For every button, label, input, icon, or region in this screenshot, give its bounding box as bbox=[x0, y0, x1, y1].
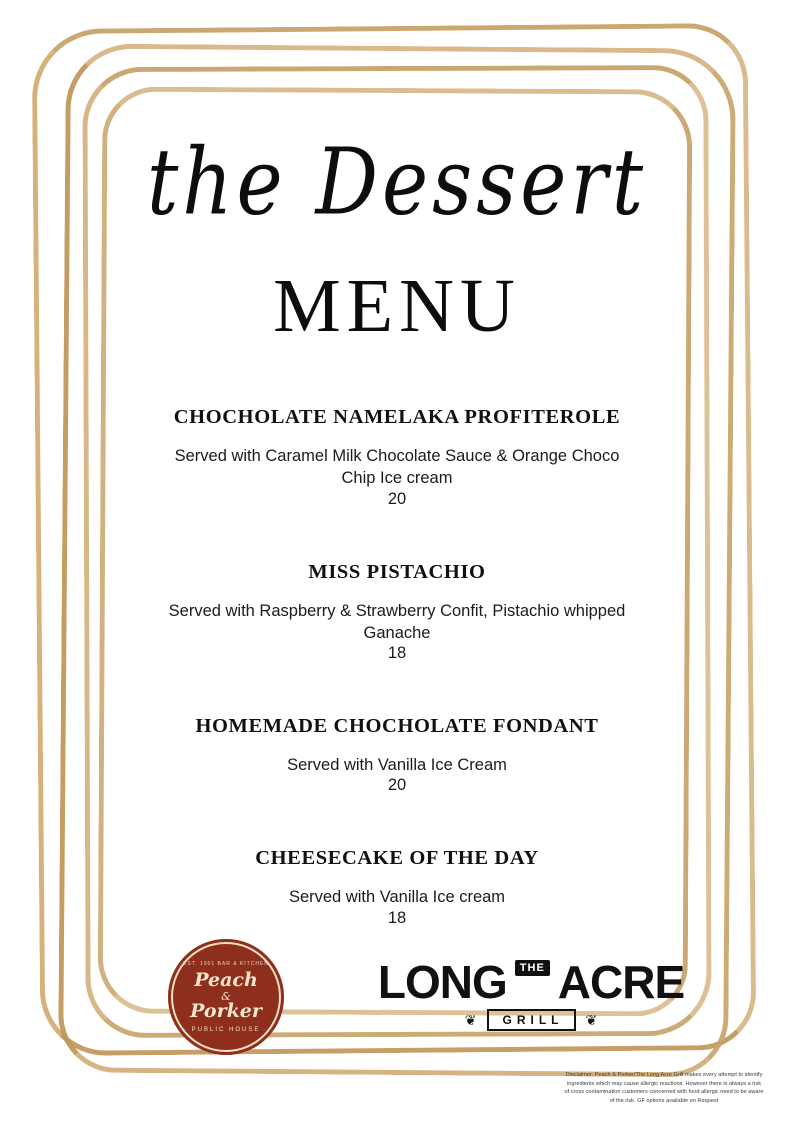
menu-item-description: Served with Vanilla Ice cream bbox=[288, 888, 506, 907]
menu-item-price: 20 bbox=[387, 489, 407, 508]
spacer bbox=[120, 693, 674, 715]
menu-item-price: 18 bbox=[387, 644, 407, 663]
long-acre-grill-row bbox=[392, 1009, 670, 1031]
long-acre-word-long: LONG bbox=[377, 956, 507, 1008]
spacer bbox=[120, 825, 674, 847]
page-title-script: the Dessert bbox=[146, 129, 648, 237]
peach-logo-top-text: EST. 1901 BAR & KITCHEN bbox=[183, 961, 269, 968]
menu-item bbox=[120, 406, 674, 509]
flourish-left-icon: ❦ bbox=[464, 1012, 477, 1028]
long-acre-word-acre: ACRE bbox=[557, 956, 685, 1008]
footer bbox=[120, 923, 704, 1083]
menu-item bbox=[120, 561, 674, 664]
menu-item-name: CHEESECAKE OF THE DAY bbox=[255, 847, 539, 870]
long-acre-wordmark bbox=[377, 956, 685, 1008]
menu-item-price: 20 bbox=[387, 776, 407, 795]
menu-item-description: Served with Vanilla Ice Cream bbox=[287, 756, 507, 775]
flourish-right-icon: ❦ bbox=[585, 1012, 598, 1028]
peach-logo-line1: Peach bbox=[194, 969, 258, 992]
long-acre-grill-logo bbox=[377, 956, 685, 1039]
menu-item bbox=[120, 715, 674, 795]
menu-item-name: CHOCHOLATE NAMELAKA PROFITEROLE bbox=[173, 406, 621, 428]
menu-item-name: HOMEMADE CHOCHOLATE FONDANT bbox=[195, 715, 599, 738]
peach-logo-bottom-text: · PUBLIC HOUSE · bbox=[183, 1026, 268, 1033]
menu-item-description: Served with Caramel Milk Chocolate Sauce & Orange Choco Chip Ice cream bbox=[174, 447, 620, 488]
long-acre-badge-the: THE bbox=[515, 960, 550, 976]
menu-item-list bbox=[120, 406, 674, 928]
peach-logo-ampersand: & bbox=[221, 989, 231, 1003]
page-title-menu: MENU bbox=[273, 264, 521, 348]
peach-logo-line2: Porker bbox=[190, 999, 262, 1022]
menu-item-name: MISS PISTACHIO bbox=[308, 560, 486, 583]
menu-item-price: 18 bbox=[387, 908, 407, 927]
peach-and-porker-logo bbox=[168, 939, 284, 1055]
menu-item bbox=[120, 847, 674, 927]
menu-sheet bbox=[120, 120, 674, 958]
allergen-disclaimer: Disclaimer: Peach & Porker/The Long Acre Grill makes every attempt to identify ingredients which may cause allergic reactions. However there is always a risk of cross contamination customers concerned with food allergic need to be aware of the risk. GF options available on Request bbox=[564, 1072, 764, 1104]
long-acre-word-grill: GRILL bbox=[487, 1009, 576, 1031]
menu-item-description: Served with Raspberry & Strawberry Confit, Pistachio whipped Ganache bbox=[168, 601, 626, 642]
spacer bbox=[120, 539, 674, 561]
